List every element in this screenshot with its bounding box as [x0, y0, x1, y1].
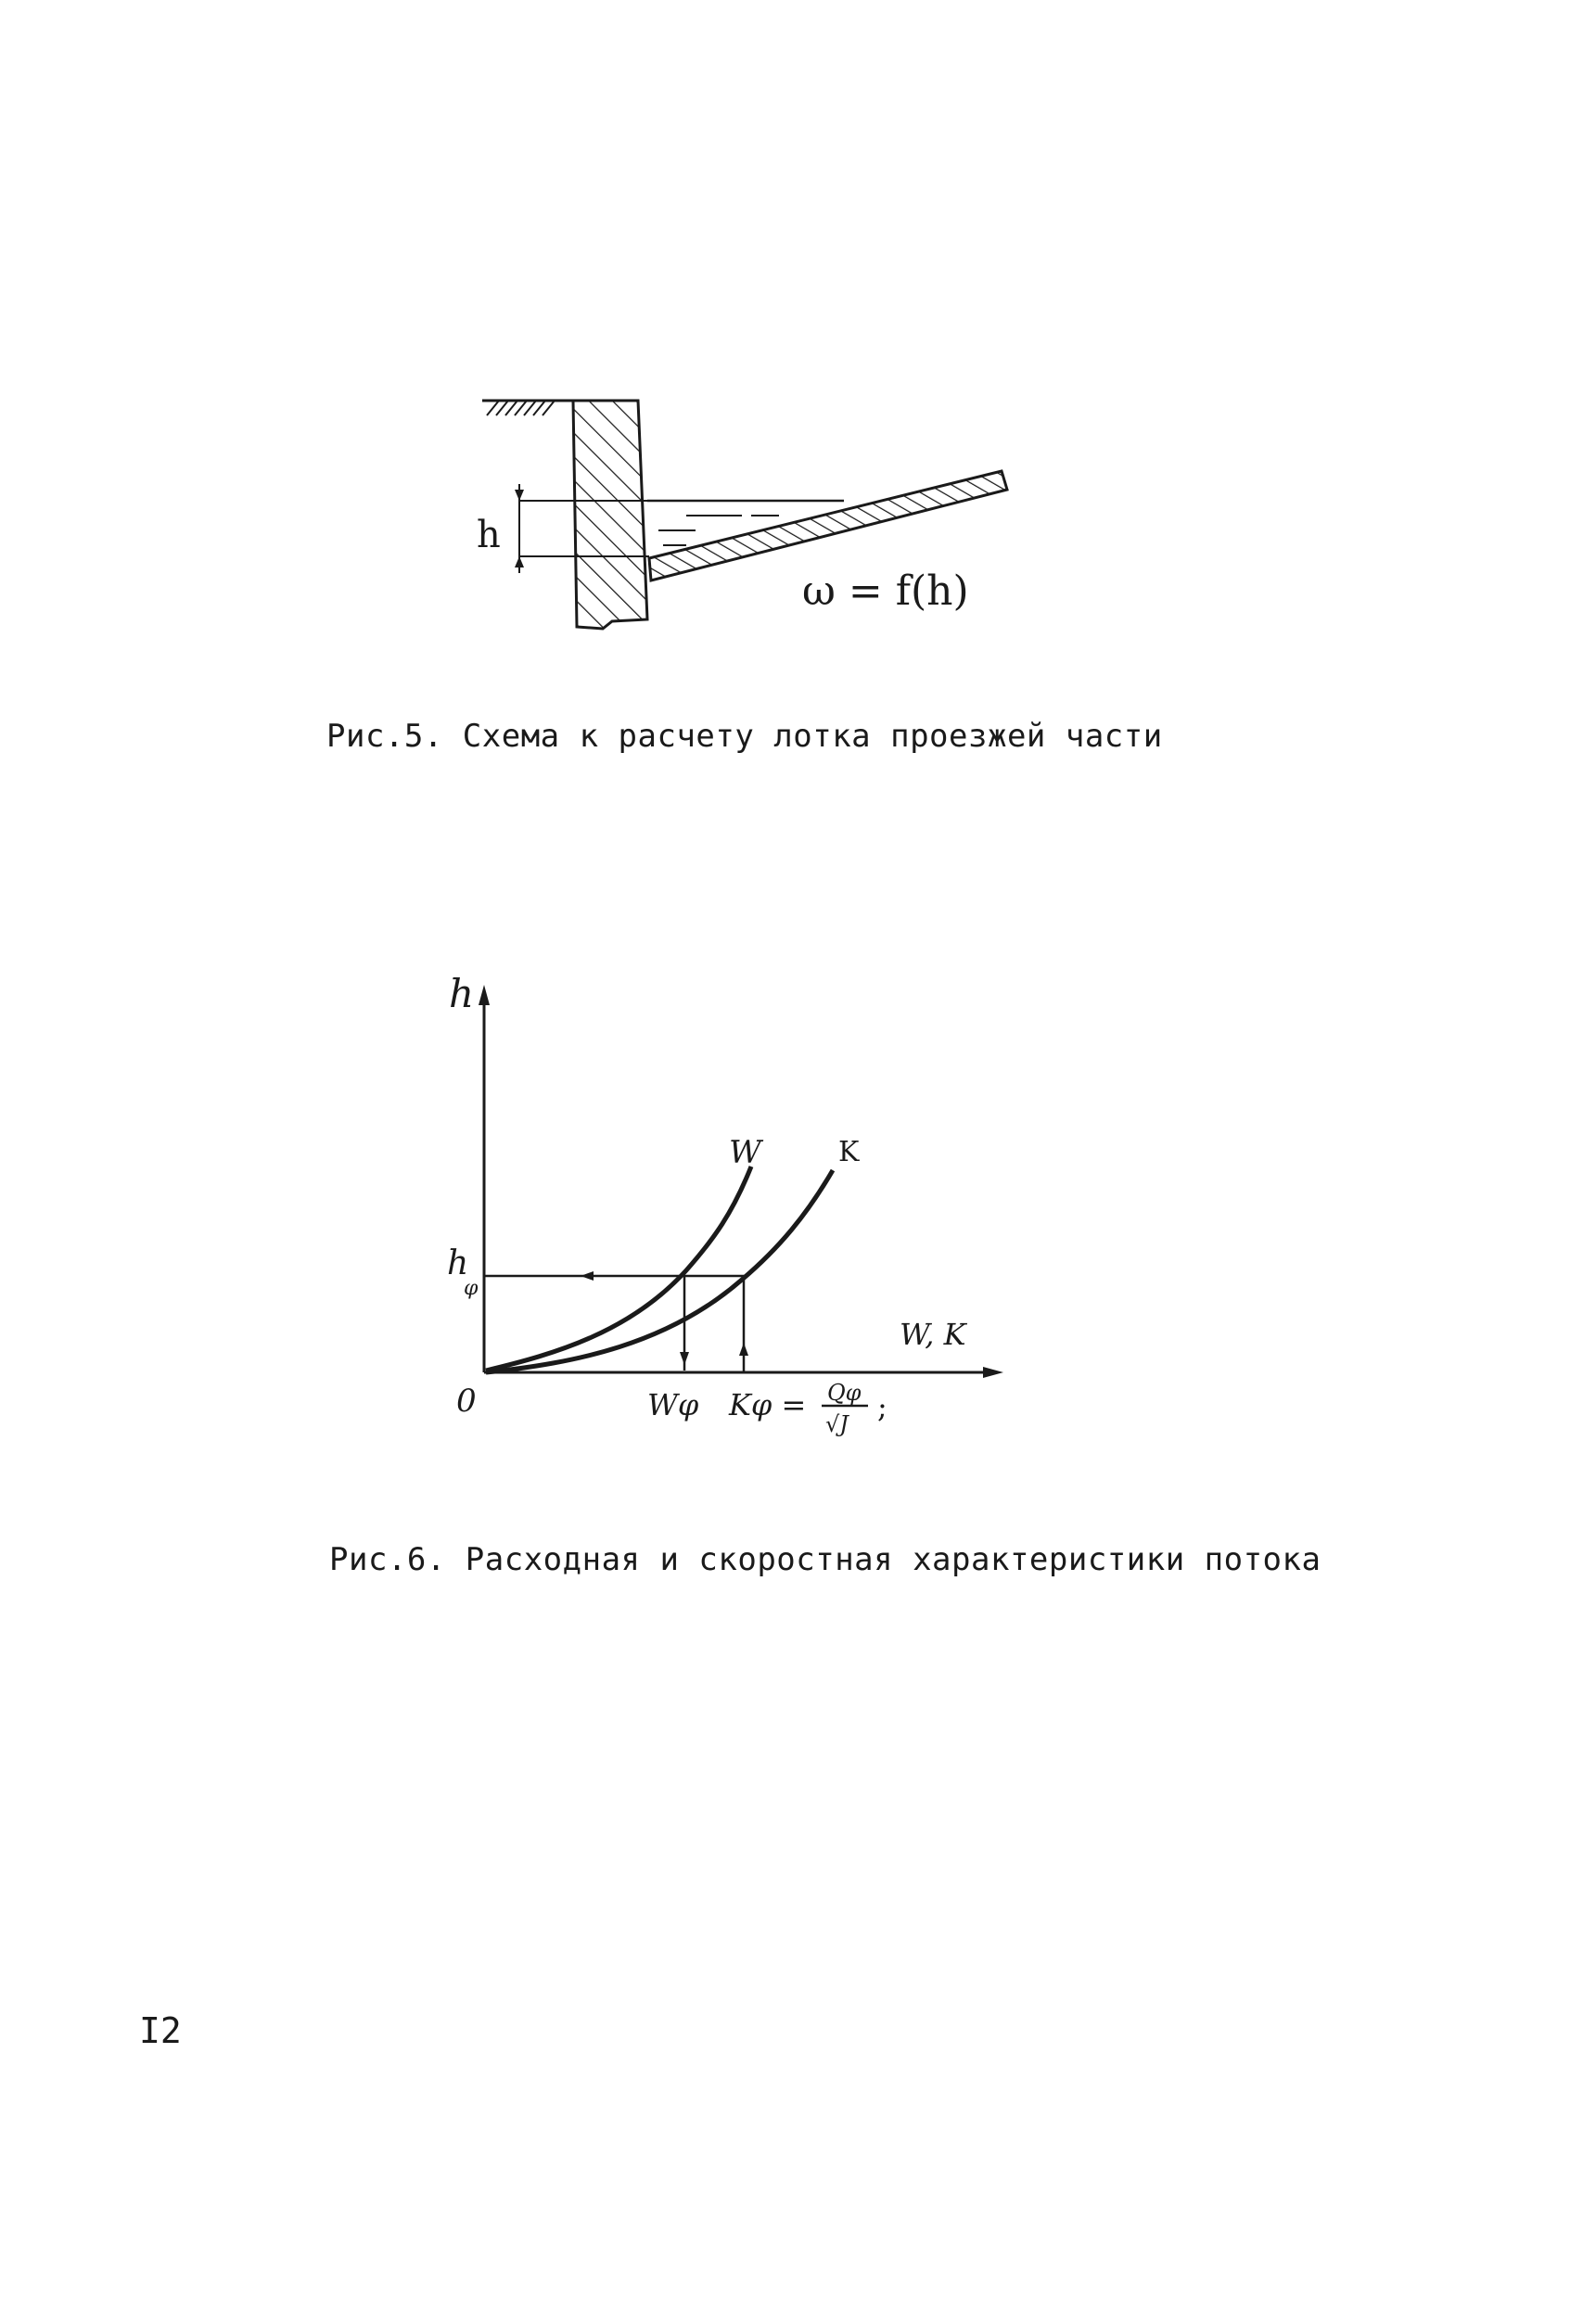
h-phi-line [484, 1271, 747, 1281]
axis-x-label: W, K [900, 1317, 966, 1352]
formula-omega: ω = f(h) [802, 567, 969, 615]
k-phi-rise-line [739, 1276, 748, 1372]
h-phi-label: h [447, 1244, 469, 1282]
ground-hatch [482, 401, 575, 415]
h-phi-subscript: φ [464, 1277, 479, 1300]
x-axis-arrow [983, 1367, 1003, 1378]
w-phi-label: Wφ [647, 1387, 699, 1422]
page-number: I2 [139, 2010, 182, 2051]
figure-5-caption: Рис.5. Схема к расчету лотка проезжей части [326, 718, 1163, 755]
k-phi-suffix: ; [877, 1389, 887, 1424]
figure-6-flow-characteristics [445, 964, 1020, 1484]
origin-label: 0 [456, 1383, 477, 1420]
gutter-scheme-drawing [464, 371, 1039, 649]
curve-k-label: K [838, 1136, 860, 1168]
curve-w-label: W [729, 1134, 761, 1171]
figure-6-caption: Рис.6. Расходная и скоростная характеристики потока [329, 1541, 1321, 1578]
y-axis-arrow [479, 985, 490, 1005]
label-h: h [477, 514, 501, 556]
k-phi-denominator: √J [825, 1411, 849, 1437]
curve-k [486, 1170, 833, 1372]
k-phi-label: Kφ = [729, 1387, 807, 1422]
curve-w [486, 1167, 751, 1371]
axis-y-label: h [449, 971, 475, 1016]
carriageway-slab [649, 471, 1007, 580]
k-phi-numerator: Qφ [827, 1380, 862, 1406]
flow-characteristics-graph [445, 964, 1020, 1484]
figure-5-gutter-scheme [464, 371, 1039, 649]
curb-stone [573, 401, 647, 629]
